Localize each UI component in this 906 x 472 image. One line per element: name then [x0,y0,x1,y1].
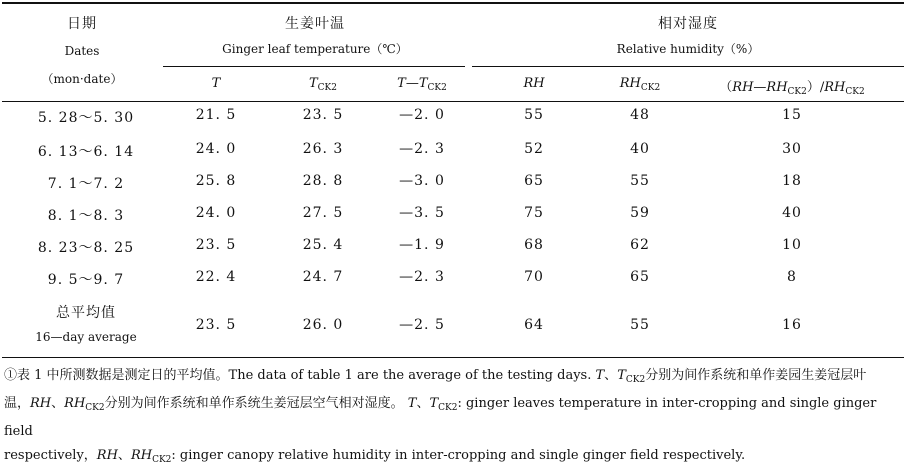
row-rhck2: 40 [630,141,650,157]
header-col-ratio: $(RH—RH_{CK2})/RH_{CK2}$ [719,80,865,97]
humidity-group-rule [472,66,904,67]
row-date: 7. 1～7. 2 [47,176,125,192]
row-rhck2: 62 [630,237,650,253]
row-ratio: 10 [782,237,802,253]
row-diff: —2. 3 [399,141,445,157]
row-date: 6. 13～6. 14 [37,144,135,160]
average-rhck2: 55 [630,317,650,333]
average-rh: 64 [524,317,544,333]
row-t: 25. 8 [195,173,237,189]
header-humidity-en: Relative humidity（%） [616,42,760,56]
row-t: 24. 0 [195,205,237,221]
row-rh: 52 [524,141,544,157]
row-rh: 75 [524,205,544,221]
footnote-line-1: ①表 1 中所测数据是测定日的平均值。The data of table 1 are the average of the testing days. T、$T_{CK2}$分别为间作系统和单作姜园生姜冠层叶 [4,368,867,385]
row-rh: 55 [524,107,544,123]
row-t: 23. 5 [195,237,237,253]
row-rhck2: 59 [630,205,650,221]
row-ratio: 15 [782,107,802,123]
row-ratio: 18 [782,173,802,189]
row-rhck2: 48 [630,107,650,123]
header-humidity-zh: 相对湿度 [658,16,718,32]
row-ratio: 8 [787,269,797,285]
row-date: 8. 23～8. 25 [37,240,135,256]
header-col-t: T [211,76,221,91]
row-t: 21. 5 [195,107,237,123]
header-leaf-temp-en: Ginger leaf temperature（℃） [222,42,408,56]
header-dates-zh: 日期 [67,16,97,32]
average-label-zh: 总平均值 [56,305,116,321]
average-label-en: 16—day average [35,330,137,344]
row-diff: —1. 9 [399,237,445,253]
header-col-rhck2: $RH_{CK2}$ [619,76,661,93]
row-diff: —3. 5 [399,205,445,221]
row-tck2: 27. 5 [302,205,344,221]
row-tck2: 26. 3 [302,141,344,157]
row-tck2: 23. 5 [302,107,344,123]
row-tck2: 24. 7 [302,269,344,285]
row-diff: —3. 0 [399,173,445,189]
row-diff: —2. 3 [399,269,445,285]
header-col-rh: RH [523,76,545,91]
row-diff: —2. 0 [399,107,445,123]
row-t: 24. 0 [195,141,237,157]
footnote-line-2: 温，RH、$RH_{CK2}$分别为间作系统和单作系统生姜冠层空气相对湿度。 T、$T_{CK2}$: ginger leaves temperature in inter-cropping and single ginger field [4,396,877,439]
row-date: 8. 1～8. 3 [47,208,125,224]
row-t: 22. 4 [195,269,237,285]
header-leaf-temp-zh: 生姜叶温 [285,16,345,32]
header-dates-unit: （mon·date） [41,72,123,86]
average-t: 23. 5 [195,317,237,333]
top-rule [2,2,904,4]
row-tck2: 25. 4 [302,237,344,253]
header-bottom-rule [2,101,904,102]
row-rh: 65 [524,173,544,189]
average-ratio: 16 [782,317,802,333]
average-tck2: 26. 0 [302,317,344,333]
average-diff: —2. 5 [399,317,445,333]
row-rhck2: 55 [630,173,650,189]
table-bottom-rule [2,357,904,358]
row-rhck2: 65 [630,269,650,285]
header-col-tck2: $T_{CK2}$ [308,76,338,93]
temp-group-rule [163,66,465,67]
header-dates-en: Dates [64,44,100,58]
row-ratio: 40 [782,205,802,221]
footnote-line-3: respectively，RH、$RH_{CK2}$: ginger canopy relative humidity in inter-cropping and single ginger field respectively. [4,448,746,465]
table-footnote [4,364,904,472]
row-tck2: 28. 8 [302,173,344,189]
row-rh: 70 [524,269,544,285]
row-rh: 68 [524,237,544,253]
row-ratio: 30 [782,141,802,157]
row-date: 9. 5～9. 7 [47,272,125,288]
header-col-diff: $T—T_{CK2}$ [397,76,447,93]
row-date: 5. 28～5. 30 [37,110,135,126]
